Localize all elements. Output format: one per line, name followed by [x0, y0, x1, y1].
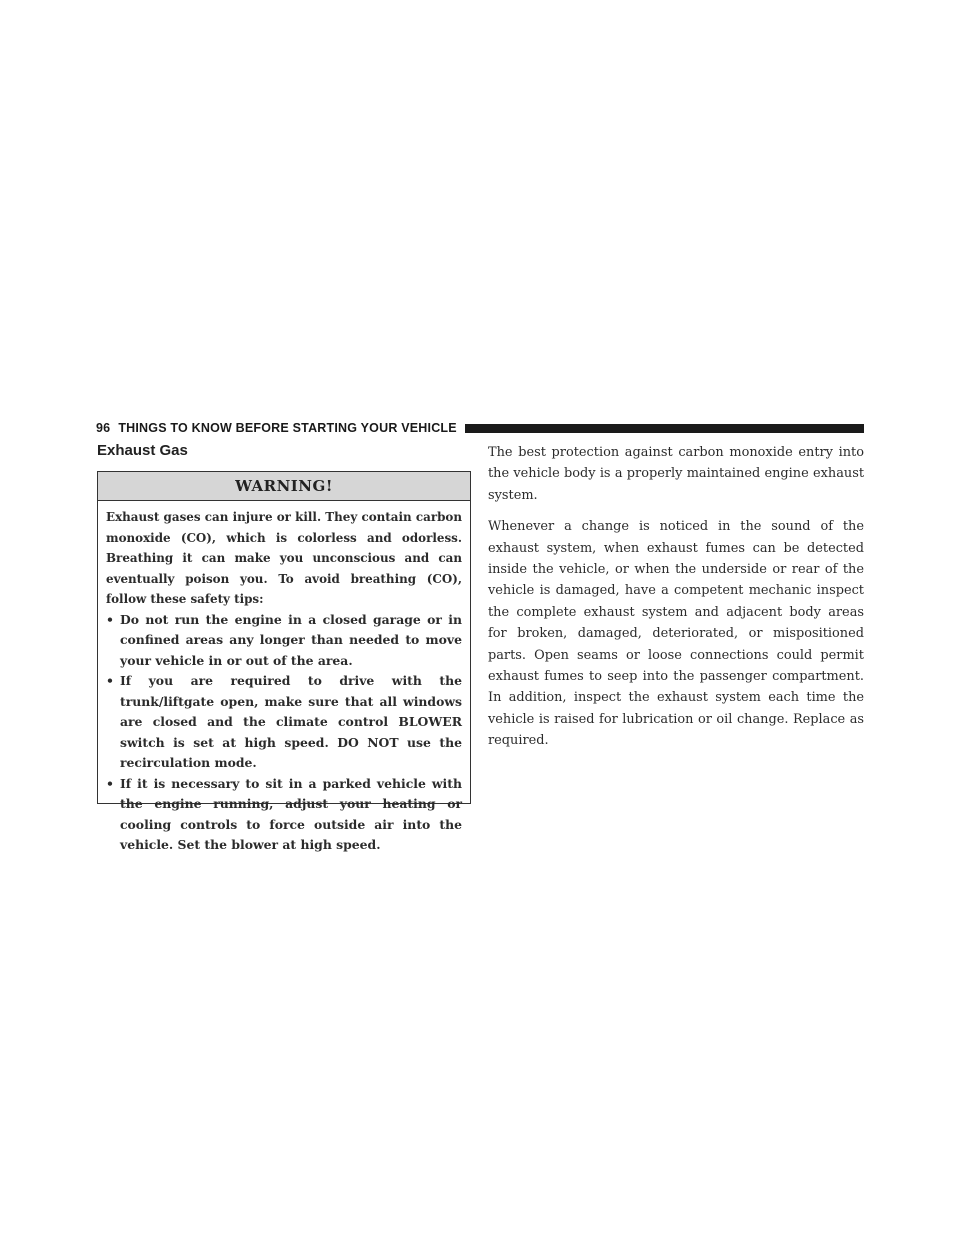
warning-list-item: [106, 610, 462, 672]
warning-box: [97, 471, 471, 852]
warning-title: WARNING!: [98, 472, 470, 501]
body-text: [488, 442, 864, 762]
header-rule: [465, 424, 864, 433]
bullet-icon: •: [106, 611, 114, 627]
warning-list-item: [106, 774, 462, 856]
warning-list: [106, 610, 462, 856]
section-heading: Exhaust Gas: [97, 442, 188, 459]
warning-list-item: [106, 671, 462, 774]
warning-body: [98, 501, 470, 856]
warning-item-text: If you are required to drive with the trunk/liftgate open, make sure that all windows are closed and the climate control BLOWER switch is set at high speed. DO NOT use the recirculation mode.: [120, 673, 462, 770]
body-paragraph: The best protection against carbon monoxide entry into the vehicle body is a properly maintained engine exhaust system.: [488, 445, 864, 503]
warning-item-text: Do not run the engine in a closed garage or in confined areas any longer than needed to move your vehicle in or out of the area.: [120, 611, 462, 668]
body-paragraph: Whenever a change is noticed in the sound of the exhaust system, when exhaust fumes can be detected inside the vehicle, or when the underside or rear of the vehicle is damaged, have a competent mechanic inspect the complete exhaust system and adjacent body areas for broken, damaged, deteriorated, or mispositioned parts. Open seams or loose connections could permit exhaust fumes to seep into the passenger compartment. In addition, inspect the exhaust system each time the vehicle is raised for lubrication or oil change. Replace as required.: [488, 519, 864, 749]
page-number: 96: [96, 421, 111, 435]
warning-item-text: If it is necessary to sit in a parked vehicle with the engine running, adjust your heating or cooling controls to force outside air into the vehicle. Set the blower at high speed.: [120, 775, 462, 852]
bullet-icon: •: [106, 775, 114, 791]
section-title: THINGS TO KNOW BEFORE STARTING YOUR VEHICLE: [118, 421, 457, 435]
warning-intro: Exhaust gases can injure or kill. They contain carbon monoxide (CO), which is colorless and odorless. Breathing it can make you unconscious and can eventually poison you. To avoid breathing (CO), follow these safety tips:: [106, 510, 462, 606]
page-header: [96, 418, 864, 438]
bullet-icon: •: [106, 673, 114, 688]
